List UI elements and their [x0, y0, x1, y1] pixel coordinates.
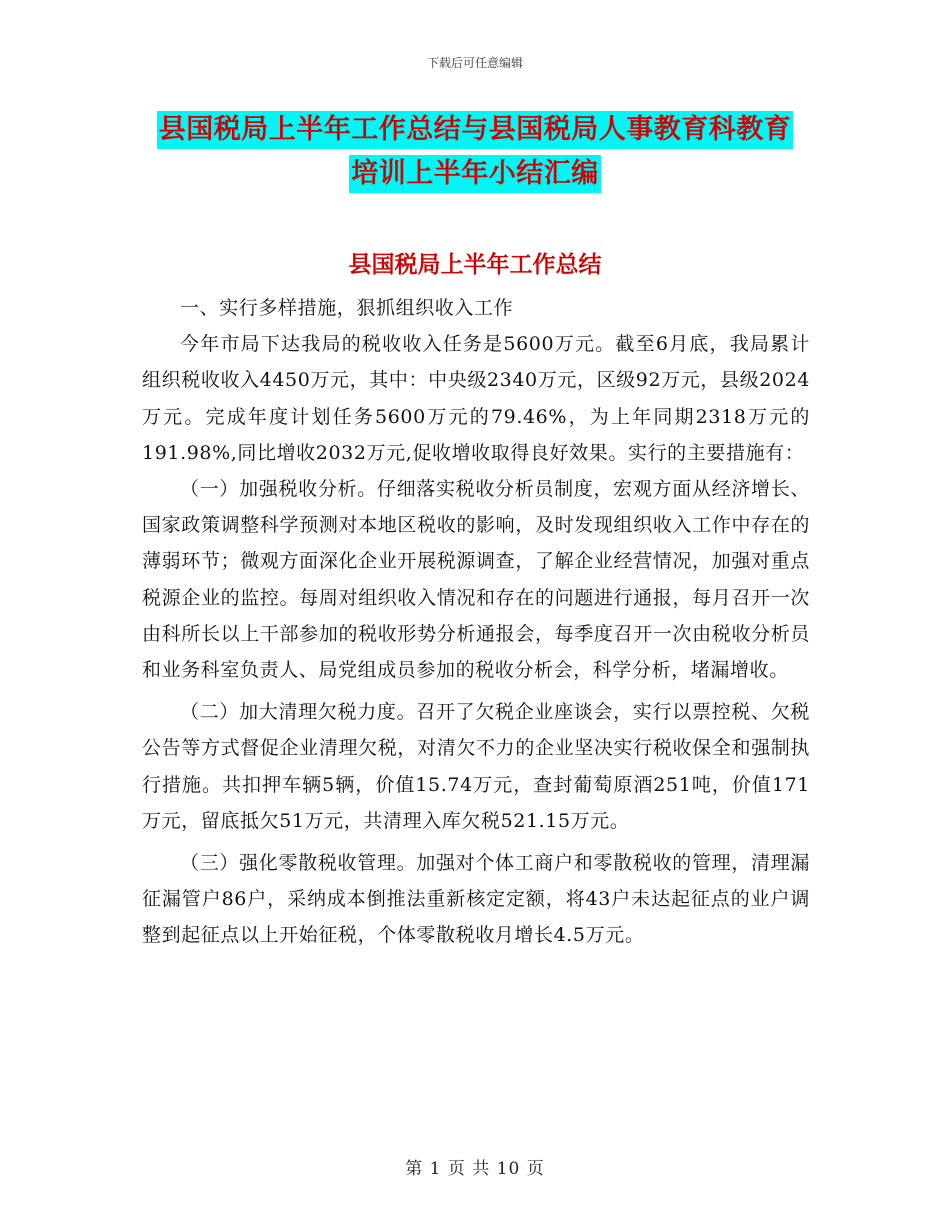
page-header: 下载后可任意编辑	[426, 56, 523, 70]
section-heading: 一、实行多样措施，狠抓组织收入工作	[180, 297, 514, 319]
document-body	[142, 290, 810, 954]
document-title-line-2-wrap	[0, 155, 950, 193]
document-title-line-1-wrap	[0, 111, 950, 149]
document-title-line-1: 县国税局上半年工作总结与县国税局人事教育科教育	[157, 111, 794, 149]
paragraph-arrears-clearance: （二）加大清理欠税力度。召开了欠税企业座谈会，实行以票控税、欠税公告等方式督促企业清理欠税，对清欠不力的企业坚决实行税收保全和强制执行措施。共扣押车辆5辆，价值15.74万元，查封葡萄原酒251吨，价值171万元，留底抵欠51万元，共清理入库欠税521.15万元。	[142, 701, 810, 832]
paragraph-tax-analysis: （一）加强税收分析。仔细落实税收分析员制度，宏观方面从经济增长、国家政策调整科学预测对本地区税收的影响，及时发现组织收入工作中存在的薄弱环节；微观方面深化企业开展税源调查，了解企业经营情况，加强对重点税源企业的监控。每周对组织收入情况和存在的问题进行通报，每月召开一次由科所长以上干部参加的税收形势分析通报会，每季度召开一次由税收分析员和业务科室负责人、局党组成员参加的税收分析会，科学分析，堵漏增收。	[142, 478, 810, 682]
section-title: 县国税局上半年工作总结	[348, 251, 602, 278]
page-footer: 第 1 页 共 10 页	[405, 1159, 545, 1179]
paragraph-scattered-tax: （三）强化零散税收管理。加强对个体工商户和零散税收的管理，清理漏征漏管户86户，采纳成本倒推法重新核定定额，将43户未达起征点的业户调整到起征点以上开始征税，个体零散税收月增长4.5万元。	[142, 852, 810, 947]
paragraph-revenue-summary: 今年市局下达我局的税收收入任务是5600万元。截至6月底，我局累计组织税收收入4450万元，其中：中央级2340万元，区级92万元，县级2024万元。完成年度计划任务5600万元的79.46%，为上年同期2318万元的191.98%,同比增收2032万元,促收增收取得良好效果。实行的主要措施有：	[142, 333, 810, 464]
document-title-line-2: 培训上半年小结汇编	[349, 155, 601, 193]
